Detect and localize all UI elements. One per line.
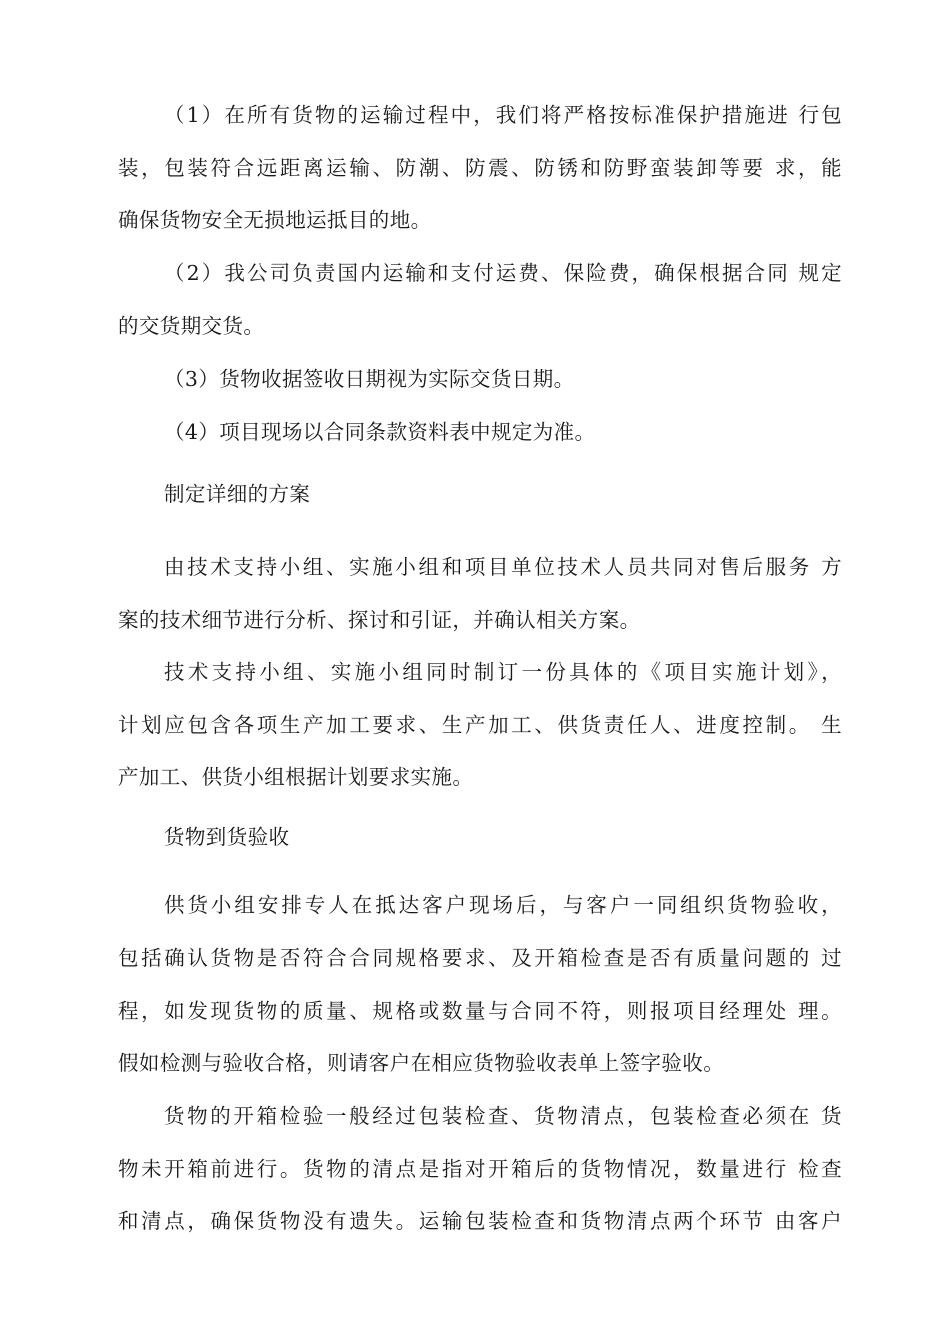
section-heading: 货物到货验收 [164, 825, 290, 849]
paragraph-line: 和清点，确保货物没有遗失。运输包装检查和货物清点两个环节 由客户 [118, 1209, 842, 1233]
paragraph-line: 假如检测与验收合格，则请客户在相应货物验收表单上签字验收。 [118, 1051, 725, 1075]
paragraph-line: （2）我公司负责国内运输和支付运费、保险费，确保根据合同 规定 [164, 261, 842, 285]
paragraph-line: 产加工、供货小组根据计划要求实施。 [118, 765, 474, 789]
paragraph-line: 装，包装符合远距离运输、防潮、防震、防锈和防野蛮装卸等要 求，能 [118, 156, 842, 180]
paragraph-line: （1）在所有货物的运输过程中，我们将严格按标准保护措施进 行包 [164, 103, 842, 127]
paragraph-line: （4）项目现场以合同条款资料表中规定为准。 [164, 420, 596, 444]
paragraph-line: 程，如发现货物的质量、规格或数量与合同不符，则报项目经理处 理。 [118, 999, 842, 1023]
paragraph-line: 货物的开箱检验一般经过包装检查、货物清点，包装检查必须在 货 [164, 1104, 842, 1128]
paragraph-line: 由技术支持小组、实施小组和项目单位技术人员共同对售后服务 方 [164, 555, 842, 579]
paragraph-line: （3）货物收据签收日期视为实际交货日期。 [164, 367, 575, 391]
paragraph-line: 技术支持小组、实施小组同时制订一份具体的《项目实施计划》， [164, 660, 842, 684]
paragraph-line: 物未开箱前进行。货物的清点是指对开箱后的货物情况，数量进行 检查 [118, 1157, 842, 1181]
paragraph-line: 案的技术细节进行分析、探讨和引证，并确认相关方案。 [118, 608, 641, 632]
paragraph-line: 计划应包含各项生产加工要求、生产加工、供货责任人、进度控制。 生 [118, 713, 842, 737]
paragraph-line: 供货小组安排专人在抵达客户现场后，与客户一同组织货物验收， [164, 893, 842, 917]
paragraph-line: 的交货期交货。 [118, 314, 265, 338]
paragraph-line: 确保货物安全无损地运抵目的地。 [118, 208, 432, 232]
paragraph-line: 包括确认货物是否符合合同规格要求、及开箱检查是否有质量问题的 过 [118, 946, 842, 970]
section-heading: 制定详细的方案 [164, 482, 311, 506]
